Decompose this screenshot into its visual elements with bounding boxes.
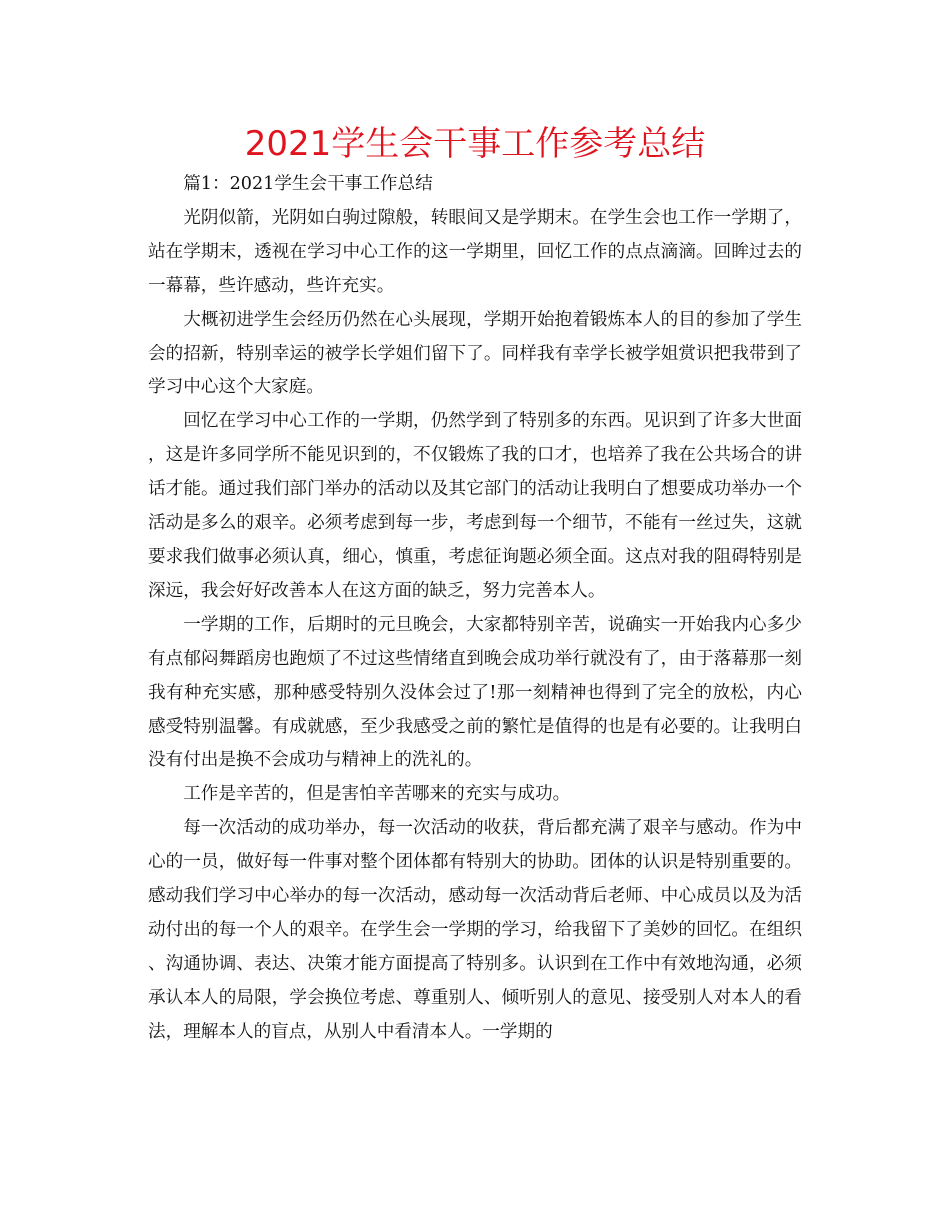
paragraph: 回忆在学习中心工作的一学期，仍然学到了特别多的东西。见识到了许多大世面，这是许多同学所不能见识到的，不仅锻炼了我的口才，也培养了我在公共场合的讲话才能。通过我们部门举办的活动以及其它部门的活动让我明白了想要成功举办一个活动是多么的艰辛。必须考虑到每一步，考虑到每一个细节，不能有一丝过失，这就要求我们做事必须认真，细心，慎重，考虑征询题必须全面。这点对我的阻碍特别是深远，我会好好改善本人在这方面的缺乏，努力完善本人。 bbox=[148, 411, 802, 601]
paragraph: 光阴似箭，光阴如白驹过隙般，转眼间又是学期末。在学生会也工作一学期了，站在学期末，透视在学习中心工作的这一学期里，回忆工作的点点滴滴。回眸过去的一幕幕，些许感动，些许充实。 bbox=[148, 207, 802, 296]
document-body bbox=[148, 168, 802, 1050]
paragraph: 大概初进学生会经历仍然在心头展现，学期开始抱着锻炼本人的目的参加了学生会的招新，特别幸运的被学长学姐们留下了。同样我有幸学长被学姐赏识把我带到了学习中心这个大家庭。 bbox=[148, 309, 802, 398]
document-title: 2021学生会干事工作参考总结 bbox=[244, 124, 706, 164]
paragraph-heading: 篇1：2021学生会干事工作总结 bbox=[183, 174, 433, 194]
paragraph: 工作是辛苦的，但是害怕辛苦哪来的充实与成功。 bbox=[183, 784, 571, 805]
paragraph: 一学期的工作，后期时的元旦晚会，大家都特别辛苦，说确实一开始我内心多少有点郁闷舞蹈房也跑烦了不过这些情绪直到晚会成功举行就没有了，由于落幕那一刻我有种充实感，那种感受特别久没体会过了!那一刻精神也得到了完全的放松，内心感受特别温馨。有成就感，至少我感受之前的繁忙是值得的也是有必要的。让我明白没有付出是换不会成功与精神上的洗礼的。 bbox=[148, 614, 802, 771]
paragraph: 每一次活动的成功举办，每一次活动的收获，背后都充满了艰辛与感动。作为中心的一员，做好每一件事对整个团体都有特别大的协助。团体的认识是特别重要的。感动我们学习中心举办的每一次活动，感动每一次活动背后老师、中心成员以及为活动付出的每一个人的艰辛。在学生会一学期的学习，给我留下了美妙的回忆。在组织、沟通协调、表达、决策才能方面提高了特别多。认识到在工作中有效地沟通，必须承认本人的局限，学会换位考虑、尊重别人、倾听别人的意见、接受别人对本人的看法，理解本人的盲点，从别人中看清本人。一学期的 bbox=[148, 818, 802, 1042]
